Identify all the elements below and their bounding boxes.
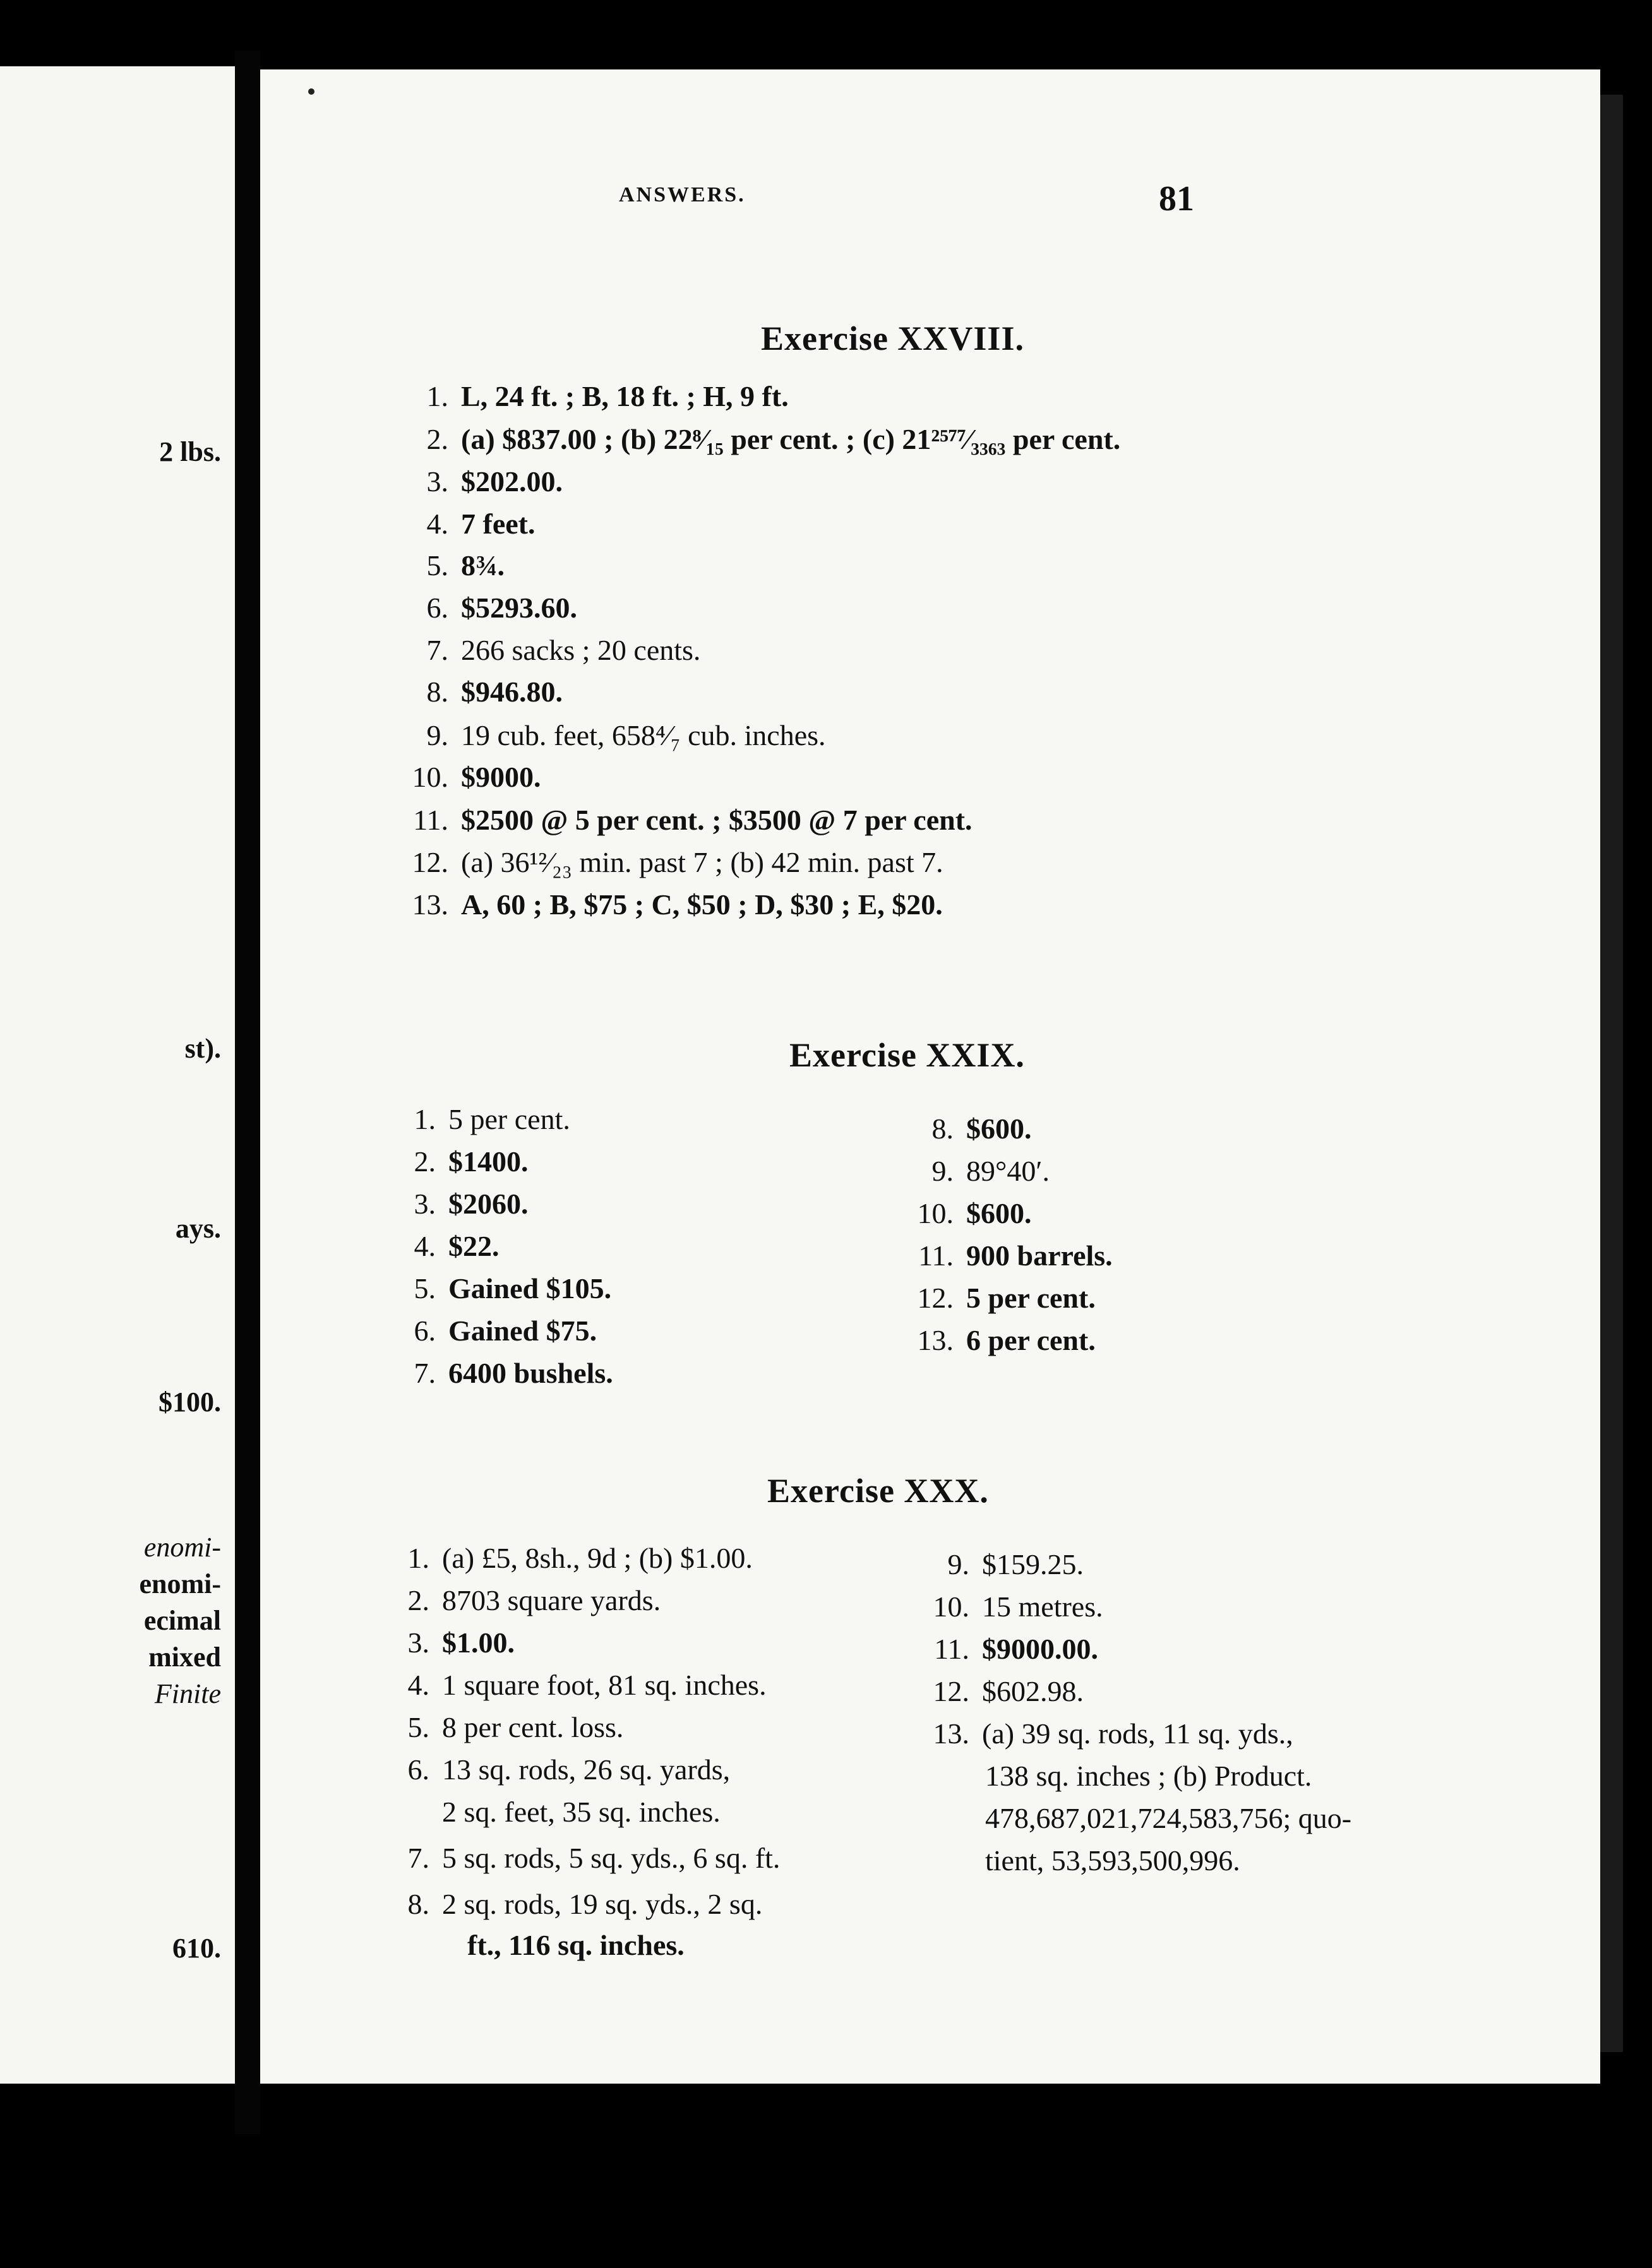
answer-text: 266 sacks ; 20 cents. xyxy=(461,634,701,666)
answer-number: 7. xyxy=(407,1842,429,1874)
answer-number: 10. xyxy=(933,1591,969,1623)
answer-continuation: ft., 116 sq. inches. xyxy=(467,1929,685,1961)
answer-text: 6 per cent. xyxy=(966,1324,1096,1356)
answer-text: $2500 @ 5 per cent. ; $3500 @ 7 per cent. xyxy=(461,804,973,836)
answer-row xyxy=(385,1147,529,1176)
left-fragment: Finite xyxy=(154,1678,221,1709)
answer-number: 2. xyxy=(414,1145,436,1178)
answer-text: 8 per cent. loss. xyxy=(442,1711,624,1743)
answer-row xyxy=(385,1316,597,1346)
answer-text: $2060. xyxy=(448,1188,529,1220)
answer-text: 7 feet. xyxy=(461,508,536,540)
answer-row xyxy=(903,1326,1096,1355)
answer-continuation: 478,687,021,724,583,756; quo- xyxy=(985,1802,1352,1834)
answer-text: 15 metres. xyxy=(982,1591,1103,1623)
exercise-28-title: Exercise XXVIII. xyxy=(761,319,1024,357)
answer-number: 13. xyxy=(412,888,448,921)
answer-number: 12. xyxy=(933,1675,969,1707)
answer-text: $9000.00. xyxy=(982,1633,1098,1665)
exercise-30-title: Exercise XXX. xyxy=(767,1472,989,1510)
answer-number: 3. xyxy=(407,1626,429,1659)
answer-text: $5293.60. xyxy=(461,592,577,624)
answer-text: 2 sq. rods, 19 sq. yds., 2 sq. xyxy=(442,1888,763,1920)
answer-row xyxy=(398,890,943,919)
answer-row xyxy=(379,1755,730,1784)
answer-text: $9000. xyxy=(461,761,541,793)
answer-text: Gained $75. xyxy=(448,1315,597,1347)
answer-row xyxy=(379,1586,661,1615)
answer-number: 8. xyxy=(407,1888,429,1920)
answer-text: $22. xyxy=(448,1230,500,1262)
answer-row xyxy=(903,1157,1050,1186)
answer-text: $946.80. xyxy=(461,676,563,708)
answer-text: Gained $105. xyxy=(448,1272,612,1304)
answer-number: 5. xyxy=(426,549,448,582)
answer-number: 6. xyxy=(407,1753,429,1786)
answer-row xyxy=(919,1550,1084,1579)
running-head: ANSWERS. xyxy=(619,183,746,206)
left-fragment: 2 lbs. xyxy=(159,436,221,467)
answer-number: 6. xyxy=(414,1315,436,1347)
answer-text: 5 per cent. xyxy=(966,1282,1096,1314)
answer-number: 9. xyxy=(947,1548,969,1580)
answer-row xyxy=(398,806,973,835)
answer-text: 8703 square yards. xyxy=(442,1584,661,1616)
answer-text: 89°40′. xyxy=(966,1155,1050,1187)
answer-row xyxy=(379,1844,780,1873)
left-fragment: ecimal xyxy=(143,1605,221,1636)
answer-number: 11. xyxy=(918,1239,954,1272)
book-gutter xyxy=(235,51,260,2134)
answer-row xyxy=(903,1241,1113,1270)
answer-row xyxy=(398,763,541,792)
answer-text: $600. xyxy=(966,1113,1032,1145)
answer-text: 13 sq. rods, 26 sq. yards, xyxy=(442,1753,731,1786)
answer-row xyxy=(379,1890,762,1919)
answer-row xyxy=(385,1359,613,1388)
answer-row xyxy=(398,636,700,665)
answer-text: $159.25. xyxy=(982,1548,1084,1580)
answer-text: 900 barrels. xyxy=(966,1239,1113,1272)
answer-continuation: 138 sq. inches ; (b) Product. xyxy=(985,1760,1312,1792)
answer-row xyxy=(919,1719,1293,1748)
left-fragment: st). xyxy=(184,1033,221,1064)
answer-number: 7. xyxy=(414,1357,436,1389)
answer-number: 11. xyxy=(934,1633,969,1665)
left-fragment: mixed xyxy=(148,1642,221,1673)
answer-text: 5 sq. rods, 5 sq. yds., 6 sq. ft. xyxy=(442,1842,781,1874)
answer-number: 3. xyxy=(414,1188,436,1220)
answer-number: 1. xyxy=(414,1103,436,1135)
answer-number: 5. xyxy=(414,1272,436,1304)
answer-text: (a) 39 sq. rods, 11 sq. yds., xyxy=(982,1717,1293,1750)
answer-number: 5. xyxy=(407,1711,429,1743)
answer-row xyxy=(903,1199,1032,1228)
answer-row xyxy=(398,594,577,623)
answer-text: 1 square foot, 81 sq. inches. xyxy=(442,1669,767,1701)
answer-row xyxy=(379,1544,753,1573)
answer-text: (a) 36¹²⁄₂₃ min. past 7 ; (b) 42 min. past 7. xyxy=(461,846,943,878)
page-number: 81 xyxy=(1159,179,1194,218)
answer-number: 2. xyxy=(426,423,448,455)
answer-row xyxy=(385,1274,611,1303)
answer-row xyxy=(379,1713,623,1742)
left-fragment: 610. xyxy=(172,1933,221,1964)
answer-number: 4. xyxy=(414,1230,436,1262)
answer-text: $1400. xyxy=(448,1145,529,1178)
answer-number: 4. xyxy=(426,508,448,540)
answer-continuation: 2 sq. feet, 35 sq. inches. xyxy=(442,1796,721,1828)
answer-continuation: tient, 53,593,500,996. xyxy=(985,1844,1240,1877)
left-fragment: ays. xyxy=(175,1213,221,1244)
left-fragment: $100. xyxy=(159,1387,221,1418)
answer-text: $600. xyxy=(966,1197,1032,1229)
answer-number: 13. xyxy=(933,1717,969,1750)
answer-row xyxy=(398,677,563,707)
answer-row xyxy=(398,551,505,580)
answer-row xyxy=(398,510,535,539)
answer-row xyxy=(398,467,563,496)
answer-row xyxy=(398,382,789,411)
answer-number: 1. xyxy=(407,1542,429,1574)
answer-number: 11. xyxy=(413,804,448,836)
ink-speck xyxy=(308,88,314,95)
answer-row xyxy=(398,848,943,877)
answer-number: 4. xyxy=(407,1669,429,1701)
answer-row xyxy=(919,1592,1103,1621)
answer-number: 3. xyxy=(426,465,448,498)
left-fragment: enomi- xyxy=(143,1532,221,1563)
left-page xyxy=(0,66,235,2084)
answer-number: 7. xyxy=(426,634,448,666)
answer-row xyxy=(919,1635,1098,1664)
answer-row xyxy=(903,1284,1096,1313)
answer-text: 19 cub. feet, 658⁴⁄₇ cub. inches. xyxy=(461,719,826,751)
answer-number: 13. xyxy=(917,1324,954,1356)
answer-number: 6. xyxy=(426,592,448,624)
answer-text: 8¾. xyxy=(461,549,505,582)
exercise-29-title: Exercise XXIX. xyxy=(789,1036,1025,1074)
answer-row xyxy=(398,425,1120,454)
answer-text: 6400 bushels. xyxy=(448,1357,613,1389)
answer-row xyxy=(903,1114,1032,1143)
answer-row xyxy=(398,721,826,750)
answer-number: 8. xyxy=(931,1113,954,1145)
page-edge xyxy=(1600,95,1623,2052)
answer-text: 5 per cent. xyxy=(448,1103,570,1135)
answer-number: 1. xyxy=(426,380,448,412)
answer-row xyxy=(919,1677,1084,1706)
answer-number: 9. xyxy=(931,1155,954,1187)
answer-number: 10. xyxy=(412,761,448,793)
left-fragment: enomi- xyxy=(139,1568,221,1599)
answer-row xyxy=(385,1232,500,1261)
answer-text: A, 60 ; B, $75 ; C, $50 ; D, $30 ; E, $20. xyxy=(461,888,943,921)
answer-number: 10. xyxy=(917,1197,954,1229)
answer-number: 9. xyxy=(426,719,448,751)
answer-text: $202.00. xyxy=(461,465,563,498)
answer-row xyxy=(385,1190,529,1219)
answer-text: $602.98. xyxy=(982,1675,1084,1707)
answer-text: (a) $837.00 ; (b) 22⁸⁄₁₅ per cent. ; (c) 21²⁵⁷⁷⁄₃₃₆₃ per cent. xyxy=(461,423,1121,455)
answer-row xyxy=(379,1628,515,1657)
answer-text: (a) £5, 8sh., 9d ; (b) $1.00. xyxy=(442,1542,753,1574)
answer-text: $1.00. xyxy=(442,1626,515,1659)
answer-row xyxy=(379,1671,767,1700)
answer-text: L, 24 ft. ; B, 18 ft. ; H, 9 ft. xyxy=(461,380,789,412)
answer-number: 2. xyxy=(407,1584,429,1616)
answer-number: 12. xyxy=(917,1282,954,1314)
answer-number: 8. xyxy=(426,676,448,708)
answer-number: 12. xyxy=(412,846,448,878)
answer-row xyxy=(385,1105,570,1134)
